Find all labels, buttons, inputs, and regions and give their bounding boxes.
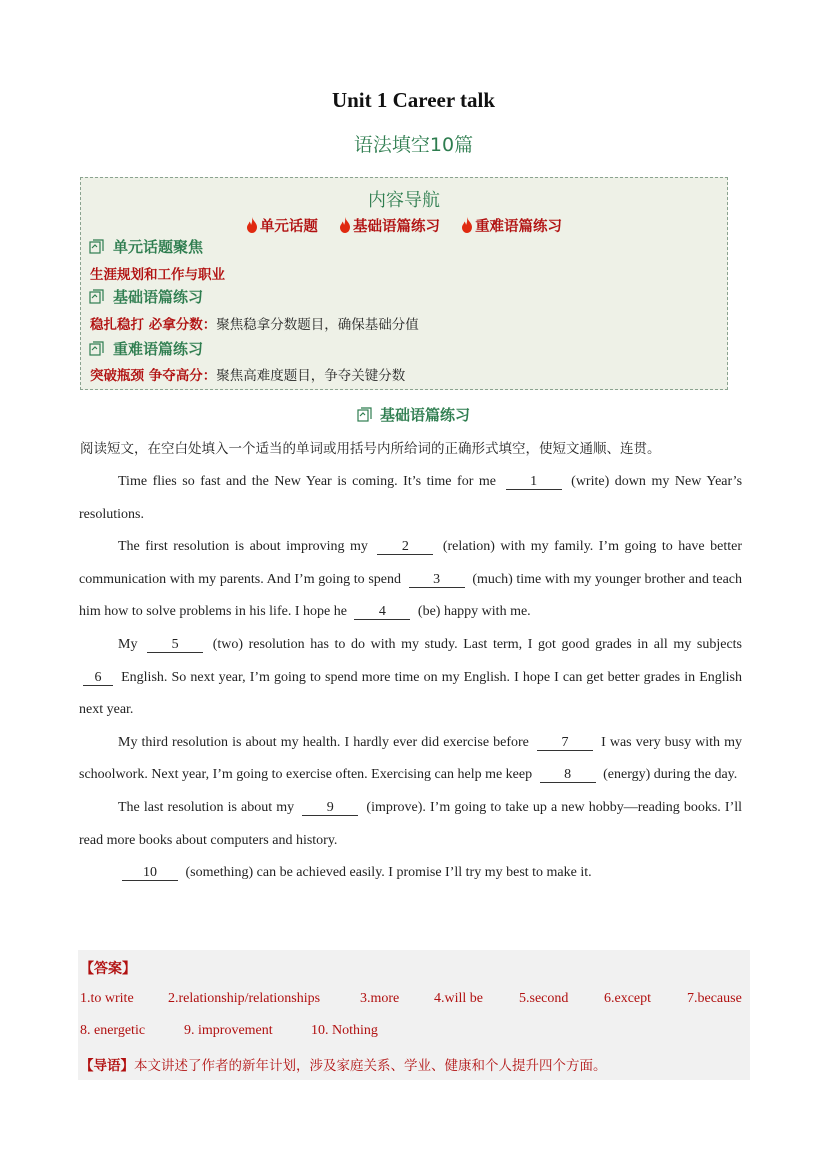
flame-icon: [339, 217, 351, 233]
nav-title: 内容导航: [368, 190, 440, 211]
paragraph-3: My 5 (two) resolution has to do with my study. Last term, I got good grades in all my subjects 6 English. So next year, I’m going to spend more time on my English. I hope I can get better grades in English next year.: [79, 636, 743, 718]
blank-2[interactable]: 2: [377, 539, 433, 555]
passage: [79, 466, 742, 890]
exercise-instruction: 阅读短文，在空白处填入一个适当的单词或用括号内所给词的正确形式填空，使短文通顺、连贯。: [80, 441, 661, 457]
paragraph-5: The last resolution is about my 9 (improve). I’m going to take up a new hobby—reading books. I’ll read more books about computers and history.: [79, 799, 743, 848]
nav-tab-basic-practice[interactable]: 基础语篇练习: [339, 215, 440, 236]
nav-tab-hard-practice[interactable]: 重难语篇练习: [461, 215, 562, 236]
blank-10[interactable]: 10: [122, 865, 178, 881]
blank-7[interactable]: 7: [537, 735, 593, 751]
answer-item: 7.because: [687, 991, 742, 1006]
document-subtitle: 语法填空10篇: [353, 134, 474, 156]
answer-item: 3.more: [360, 991, 400, 1006]
document-icon: [89, 289, 104, 304]
answer-item: 6.except: [604, 991, 652, 1006]
section-heading-basic: 基础语篇练习: [0, 404, 827, 425]
nav-section-unit-topic-sub: 生涯规划和工作与职业: [90, 267, 225, 283]
answer-row-1: [80, 991, 742, 1007]
flame-icon: [246, 217, 258, 233]
content-navigation-box: [80, 177, 728, 390]
nav-section-unit-topic[interactable]: 单元话题聚焦: [89, 236, 203, 257]
paragraph-1: Time flies so fast and the New Year is coming. It’s time for me 1 (write) down my New Year’s resolutions.: [79, 474, 743, 522]
answer-row-2: [80, 1023, 378, 1039]
blank-6[interactable]: 6: [83, 670, 113, 686]
nav-section-hard-sub: 突破瓶颈 争夺高分：聚焦高难度题目，争夺关键分数: [90, 368, 406, 384]
document-icon: [357, 407, 372, 422]
document-title: Unit 1 Career talk: [331, 88, 496, 112]
paragraph-6: 10 (something) can be achieved easily. I promise I’ll try my best to make it.: [79, 857, 742, 890]
nav-section-basic-sub: 稳扎稳打 必拿分数：聚焦稳拿分数题目，确保基础分值: [90, 317, 419, 333]
blank-1[interactable]: 1: [506, 474, 562, 490]
nav-section-basic[interactable]: 基础语篇练习: [89, 286, 203, 307]
answer-guide: 【导语】本文讲述了作者的新年计划，涉及家庭关系、学业、健康和个人提升四个方面。: [80, 1058, 607, 1074]
paragraph-2: The first resolution is about improving my 2 (relation) with my family. I’m going to have better communication with my parents. And I’m going to spend 3 (much) time with my younger brother and teach him how to solve problems in his life. I hope he 4 (be) happy with me.: [79, 539, 743, 620]
nav-section-hard[interactable]: 重难语篇练习: [89, 338, 203, 359]
blank-3[interactable]: 3: [409, 572, 465, 588]
blank-9[interactable]: 9: [302, 800, 358, 816]
flame-icon: [461, 217, 473, 233]
answer-heading: 【答案】: [80, 961, 136, 977]
nav-tab-unit-topic[interactable]: 单元话题: [246, 215, 318, 236]
answer-item: 10. Nothing: [311, 1023, 378, 1038]
answer-item: 1.to write: [80, 991, 134, 1006]
blank-5[interactable]: 5: [147, 637, 203, 653]
blank-8[interactable]: 8: [540, 767, 596, 783]
answer-item: 4.will be: [434, 991, 483, 1006]
answer-item: 2.relationship/relationships: [168, 991, 321, 1006]
answer-box: [78, 950, 750, 1080]
document-icon: [89, 239, 104, 254]
paragraph-4: My third resolution is about my health. I hardly ever did exercise before 7 I was very busy with my schoolwork. Next year, I’m going to exercise often. Exercising can help me keep 8 (energy) during the day.: [79, 734, 743, 783]
nav-tabs: [81, 215, 727, 236]
answer-item: 9. improvement: [184, 1023, 273, 1038]
answer-item: 5.second: [519, 991, 569, 1006]
document-icon: [89, 341, 104, 356]
answer-item: 8. energetic: [80, 1023, 146, 1038]
blank-4[interactable]: 4: [354, 604, 410, 620]
